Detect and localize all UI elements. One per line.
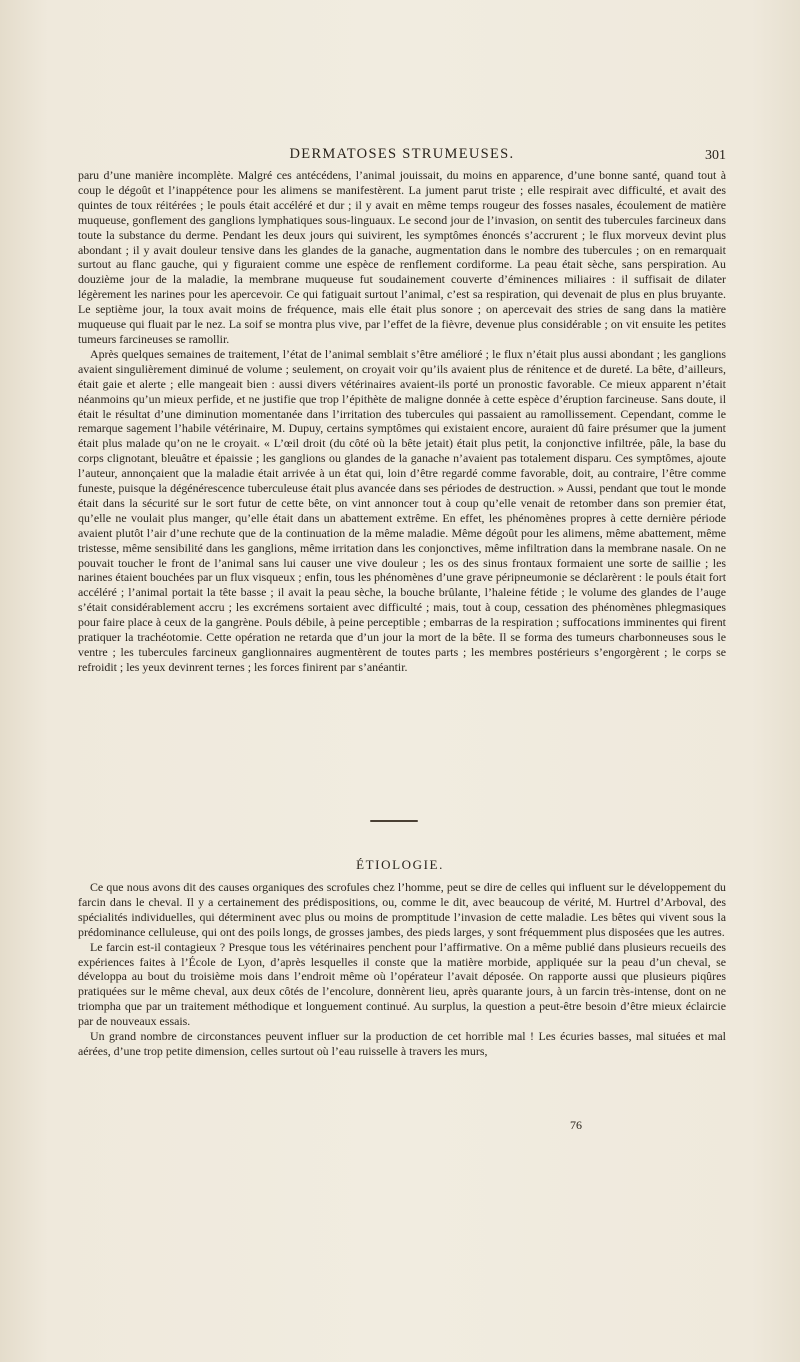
case-narrative <box>78 168 726 675</box>
paragraph-etiology-contagion: Le farcin est-il contagieux ? Presque tous les vétérinaires penchent pour l’affirmative. On a même publié dans plusieurs recueils des expériences faites à l’École de Lyon, d’après lesquelles il conste que la matière morbide, appliquée sur la peau d’un cheval, se développa au bout du troisième mois dans l’endroit même où l’opérateur l’avait déposée. On rapporte aussi que plusieurs piqûres pratiquées sur le même cheval, aux deux côtés de l’encolure, donnèrent lieu, après quarante jours, à un farcin très-intense, dont on ne triompha que par un traitement méthodique et longuement continué. Au surplus, la question a peut-être besoin d’être mieux éclaircie par de nouveaux essais. <box>78 939 726 1029</box>
page-header <box>78 146 726 168</box>
paragraph-case-outcome: Après quelques semaines de traitement, l’état de l’animal semblait s’être amélioré ; le flux n’était plus aussi abondant ; les ganglions avaient singulièrement diminué de volume ; seulement, on croyait voir qu’ils avaient plus de rénitence et de dureté. La bête, d’ailleurs, était gaie et alerte ; elle mangeait bien : aussi divers vétérinaires avaient-ils porté un pronostic favorable. Ce mieux apparent n’était néanmoins qu’un mieux perfide, et ne justifie que trop l’épithète de maligne donnée à cette espèce d’éruption farcineuse. Sans doute, il était le résultat d’une diminution momentanée dans l’irritation des tubercules qui passaient au ramollissement. Cependant, comme le remarque sagement l’habile vétérinaire, M. Dupuy, certains symptômes qui existaient encore, auraient dû faire présumer que la jument était plus malade qu’on ne le croyait. « L’œil droit (du côté où la bête jetait) était plus petit, la conjonctive infiltrée, pâle, la base du corps clignotant, bleuâtre et épaissie ; les ganglions ou glandes de la ganache n’avaient pas totalement disparu. Ces symptômes, ajoute l’auteur, annonçaient que la maladie était arrivée à un état qui, loin d’être regardé comme favorable, doit, au contraire, l’être comme funeste, puisque la dégénérescence tuberculeuse était plus avancée dans ses périodes de destruction. » Aussi, pendant que tout le monde était dans la sécurité sur le sort futur de cette bête, on vint annoncer tout à coup qu’elle venait de retomber dans son premier état, qu’elle ne voulait plus manger, qu’elle était dans un abattement extrême. En effet, les phénomènes propres à cette dernière période avaient plutôt l’air d’une rechute que de la continuation de la même maladie. Même dégoût pour les alimens, même abattement, même tristesse, même sensibilité dans les ganglions, même irritation dans les conjonctives, même infiltration dans la membrane nasale. On ne pouvait toucher le front de l’animal sans lui causer une vive douleur ; les os des sinus frontaux formaient une sorte de saillie ; les narines étaient bouchées par un flux visqueux ; enfin, tous les phénomènes d’une grave péripneumonie se déclarèrent : le pouls était fort accéléré ; l’animal portait la tête basse ; il avait la peau sèche, la bouche brûlante, l’haleine fétide ; le volume des glandes de l’auge s’était considérablement accru ; les excrémens sortaient avec difficulté ; mais, tout à coup, cessation des phénomènes phlegmasiques pour faire place à ceux de la gangrène. Pouls débile, à peine perceptible ; embarras de la respiration ; suffocations imminentes qui firent pratiquer la trachéotomie. Cette opération ne retarda que d’un jour la mort de la bête. Il se forma des tumeurs charbonneuses sous le ventre ; les tubercules farcineux ganglionnaires augmentèrent de toutes parts ; les membres postérieurs s’engorgèrent ; le corps se refroidit ; les yeux devinrent ternes ; les forces finirent par s’anéantir. <box>78 346 726 674</box>
section-heading: ÉTIOLOGIE. <box>356 857 444 872</box>
paragraph-etiology-causes: Ce que nous avons dit des causes organiques des scrofules chez l’homme, peut se dire de celles qui influent sur le développement du farcin dans le cheval. Il y a certainement des prédispositions, ou, comme le dit, avec beaucoup de vérité, M. Hurtrel d’Arboval, des spécialités individuelles, qui déterminent avec plus ou moins de promptitude l’invasion de cette maladie. Les bêtes qui vivent sous la prédominance celluleuse, qui ont des poils longs, de grosses jambes, des pieds larges, y sont fréquemment plus disposées que les autres. <box>78 880 726 939</box>
paragraph-etiology-circumstances: Un grand nombre de circonstances peuvent influer sur la production de cet horrible mal ! Les écuries basses, mal situées et mal aérées, d’une trop petite dimension, celles surtout où l’eau ruisselle à travers les murs, <box>78 1029 726 1058</box>
etiology-section <box>78 880 726 1059</box>
running-title: DERMATOSES STRUMEUSES. <box>289 146 515 162</box>
paragraph-case-onset: paru d’une manière incomplète. Malgré ces antécédens, l’animal jouissait, du moins en apparence, d’une bonne santé, quand tout à coup le dégoût et l’inappétence pour les alimens se manifestèrent. La jument parut triste ; elle respirait avec difficulté, et avait des quintes de toux réitérées ; le pouls était accéléré et dur ; il y avait en même temps rougeur des fosses nasales, écoulement de matière muqueuse, gonflement des ganglions lymphatiques sous-linguaux. Le second jour de l’invasion, on sentit des tubercules farcineux dans toute la substance du derme. Pendant les deux jours qui suivirent, les symptômes énoncés s’accrurent ; le flux morveux devint plus abondant ; il y avait douleur tensive dans les glandes de la ganache, augmentation dans le nombre des tubercules ; on en remarquait surtout au flanc gauche, qui y figuraient comme une espèce de renflement cordiforme. La peau était sèche, sans perspiration. Au douzième jour de la maladie, la membrane muqueuse fut soudainement couverte d’éminences miliaires : il suffisait de dilater légèrement les narines pour les apercevoir. Ce qui fatiguait surtout l’animal, c’est sa respiration, qui devenait de plus en plus bruyante. Le septième jour, la toux avait moins de fréquence, mais elle était plus sonore ; on apercevait des stries de sang dans la matière muqueuse qui fluait par le nez. La soif se montra plus vive, par l’effet de la fièvre, devenue plus considérable ; on vit ensuite les petites tumeurs farcineuses se ramollir. <box>78 168 726 346</box>
section-divider <box>370 820 418 822</box>
signature-mark: 76 <box>570 1118 582 1132</box>
page-number: 301 <box>705 148 726 163</box>
